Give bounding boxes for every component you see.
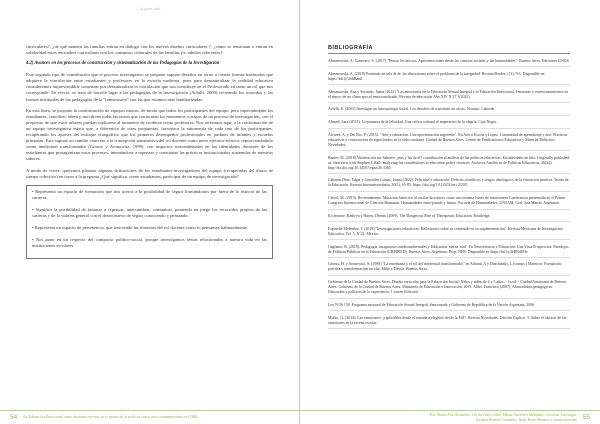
right-page <box>300 0 600 424</box>
paragraph: Este segundo tipo de contribución que el proceso investigativo se propone supone desafíos en torno a ciertas formas instituidas que adquiere la vinculación entre estudiantes y profesores en la escuela moderna, pues para desnaturalizar la realidad educativa consideramos imprescindible comenzar por desnaturalizar la vinculación que nos constituye en el Profesorado en tanto un rol que nos corresponde. En efecto, se trata de hacerle lugar a las pedagogías de la investigación (Achilli, 2000) recreando los acuerdos y las formas instituidas de las pedagogías de la "transmisión" con las que estamos más familiarizadas. <box>26 72 273 102</box>
footer-authors-line: Josefina Romero González, Sofía Belén Romero y Juana Sorondo <box>475 417 577 422</box>
quote-item: • Representa un espacio de formación que nos acerca a la posibilidad de seguir formándonos por fuera de lo estricto de las carreras. <box>32 188 267 200</box>
reference-item: Ecclestone, Kathryn y Hayes, Dennis (2009). The Dangerous Rise of Therapeutic Education. Routledge. <box>328 214 570 222</box>
page-number: 55 <box>582 414 590 421</box>
reference-item: Gagliano, R. (2019). Pedagogía, imaginarios medioambientales y Educación 'eterna 'mal'. En Neurociencia y Educación: Una Vista Prospectiva. Paradojas de Políticas Públicas en la Educación (CRPIPIED). Buenos Aires, Argentina: Prop. NFB. Disponible en https://bit.ly/2rRNdfMv <box>328 245 570 258</box>
reference-item: Abramowski, Ana y Sorondo, Juana (2022) "Las emociones en la Educación Sexual Integral y la Educación Emocional. Tensiones y entrecruzamientos en el marco de un clima epocal emocionalizado. Revista de educación Año XIV Nº27 1(2022) <box>328 90 570 103</box>
footer-title: La Educación Emocional como distintas escenas en el marco de la política curricular contemporánea en CABA <box>23 415 198 420</box>
quote-item: • Representa un espacio de pertenencia, que trasciende las fronteras del rol docente como lo pensamos habitualmente. <box>32 225 249 231</box>
running-head: … la gran ciud… <box>135 6 164 11</box>
reference-item: Banter, M. (2018) Vulneración sin Saberes: ¿mis y las de él? contribución al análisis de las políticas educativas. Encabezando un hilo. Originally published as: Interview with Stephen J. Ball: analyzing his contributions to education policy research. Archivos Analíticos de Políticas Educativas, 26(24). http://dx.doi.org/10.14507/epaa.26.3385 <box>328 156 570 174</box>
reference-item: Achilli, E. (2005) Investigar en Antropología social. Los desafíos de transmitir un oficio. Rosario. Laborde. <box>328 107 570 115</box>
quote-item: • Significa la posibilidad de juntarse a repensar, intercambiar, comunicar, poniendo en juego los recorridos propios de las carreras y de la vida en general con el deseo nuevo de seguir conociendo y pensando. <box>32 206 267 218</box>
reference-item: Clavel, M. (2019). Recientemente. Mutación histórica: el oscilar discursivo como una sistema fuerte de transformar Conferencia presentada en el Primer Congreso Internacional de Ciencias Humanas. Humanidades entre pasado y futuro. Escuela de Humanidades, UNSAM. Gral. San Martín, Argentina. <box>328 196 570 209</box>
reference-list <box>328 59 570 334</box>
reference-item: Álvarez, A. y Del Río, P. (2013). "Arte y educación. Una aproximación sugerente". En Arte e Escola y Lopez. Comunidad de aprendizaje y arte. Prácticas educativas y construcción de significados en la vida cotidiana. Ciudad de Buenos Aires, Centro de Publicaciones Educativas y Material Didáctico. Novedades. <box>328 133 570 151</box>
paragraph: A modo de cierre, queremos plasmar algunas definiciones de los estudiantes-investigadores del equipo (recuperadas del diario de campo colectivo) en torno a la pregunta ¿Qué significa, como estudiantes, participar de un equipo de investigación? <box>26 167 273 179</box>
quote-box <box>26 185 273 260</box>
paragraph: curriculares?, ¿de qué manera las familias entran en diálogo con los nuevos diseños curriculares ?, ¿cómo se tensionan o entran en solidaridad estos encuadres curriculares con los consumos culturales de las familias y/o adultos referentes? <box>26 44 273 56</box>
reference-item: Cabanas Díaz, Edgar y González Lomas, Juana (2022). Felicidad y educación: Déficits científicos y sesgos ideológicos de la educación positiva. Teoría de la Educación. Revista Interuniversitaria, 30(1), 65-85. https://doi.org/10.14201/teri.23335 <box>328 178 570 191</box>
reference-item: Giroux, H. y Aronowitz, S. (1998) "La enseñanza y el rol del intelectual transformador" en Alliaud, A y Duschatzky, L (comps.) Maestros: Formación, práctica y transformación escolar. Miño y Dávila. Buenos Aires. <box>328 262 570 275</box>
left-footer <box>0 410 299 424</box>
footer-authors <box>430 413 577 422</box>
footer-authors-line: Por María Paz Ortmaños, Carlos Iván Coller, Marta Guerrero Meléndez, Carolina Lucenaga, <box>429 412 577 417</box>
left-page-body <box>26 44 273 259</box>
reference-item: Abramowski, A. (2018) Poniendo en tela de fe: las discusiones sobre el problema de la integridad. Revista Bordes, (11), 9-1. Disponible en https://bit.ly/2xbBamI <box>328 72 570 85</box>
paragraph: En esta línea, se propone la conformación de equipos mixtos, de modo que todos los participantes del equipo, pero especialmente los estudiantes, concilien, ideen y movilicen todas las tareas que conforman los momentos o etapas de un proceso de investigación, con el propósito de que estos saberes puedan replicarse al momento de recibirse como profesores. Nos referimos aquí, a la conformación de un equipo investigativo mixto que, a diferencia de otras propuestas, favorezca la autonomía de cada uno de los participantes, recuperando los aportes del enfoque etnográfico que los primeros desempeños profesionales en jardines de infantes y escuelas primarias. Este supone un cambio concreto a la concepción transmisiva del rol docente como mero ejecutor-técnico, reposicionándolo como intelectual transformador (Giroux y Aronowitz, 1999), con impactos trascendentales en las identidades docentes de los estudiantes que protagonizan estos procesos, intentándose a repensar y cuestionar las prácticas institucionales sostenidas de nuestros saberes. <box>26 107 273 162</box>
reference-item: Ley Nº26.150. Programa nacional de Educación Sexual Integral, Sancionada y Gobierno de República de la Nación Argentina, 2006 <box>328 303 570 311</box>
right-footer <box>300 410 600 424</box>
reference-item: Molko, G. (2014). Las emociones: ¿replicables desde el entrada a elegidos desde la ESI?, Revista Novedades. Edición Explicit. 5. Saber el ofisicar de las emociones en la escena escolar. <box>328 316 570 329</box>
bibliography-heading: BIBLIOGRAFÍA <box>328 45 373 51</box>
reference-item: Abramowski, A; Canevaro, S. (2017) "Pensar los afectos. Aproximaciones desde las ciencias sociales y las humanidades". Buenos Aires, Ediciones UNGS <box>328 59 570 67</box>
page-number: 54 <box>10 414 18 421</box>
reference-item: Ahmed, Sara (2015). La promesa de la felicidad. Una crítica cultural al imperativo de la alegría. Caja Negra. <box>328 120 570 128</box>
reference-item: Gobierno de la Ciudad de Buenos Aires. Diseño curricular para la Educación Inicial: Niños y niñas de 4 y 5 años. - 1a ed. - Ciudad Autónoma de Buenos Aires: Gobierno de la Ciudad de Buenos Aires. Ministerio de Educación e Innovación, 2019. Alder, Francisco (2007). Abracadabra pedagógicas. Educación y políticas de la experiencia. 1 sorten Editorial. <box>328 280 570 298</box>
divider <box>328 53 570 54</box>
reference-item: Espinelle Meléndez, J. (2018) "Investigaciones educativas: Reflexiones sobre su contenido en su implementación". Revista Mexicana de Investigación Educativa, Vol. 5, Nº22, México. <box>328 227 570 240</box>
quote-item: • Nos pone en un respecto del compacto político-social, porque investigamos temas relacionados a nuestra vida en las instituciones escolares. <box>32 237 267 249</box>
section-heading: 4.2) Avances en los procesos de construcción y sistematización de las Pedagogías de la Investigación <box>26 61 220 67</box>
